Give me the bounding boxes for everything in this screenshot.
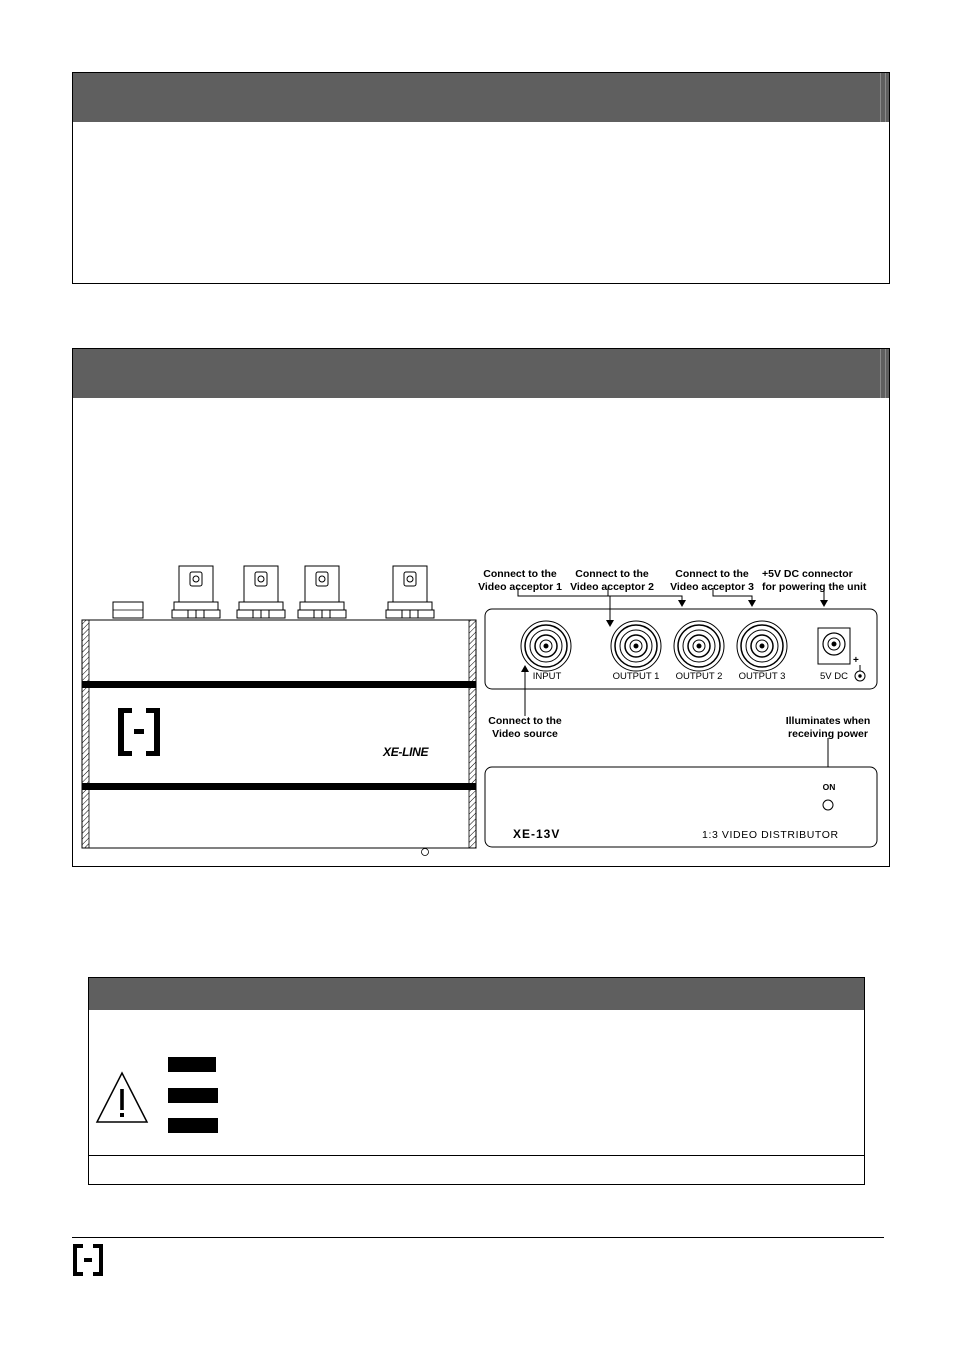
footer-rule	[72, 1237, 884, 1238]
kramer-logo-icon	[72, 1243, 104, 1277]
callout-video-acceptor-1: Connect to the Video acceptor 1	[478, 568, 562, 593]
warning-header-bar	[89, 978, 864, 1010]
callout-power-led: Illuminates when receiving power	[785, 715, 871, 740]
rear-panel-diagram	[484, 560, 884, 860]
kramer-logo-icon	[116, 706, 162, 758]
led-on-label: ON	[822, 782, 836, 792]
port-label-output-2: OUTPUT 2	[675, 671, 723, 682]
callout-video-source: Connect to the Video source	[488, 715, 562, 740]
model-name: XE-13V	[513, 827, 561, 841]
warning-triangle-icon	[94, 1070, 150, 1126]
callout-power-connector: +5V DC connector for powering the unit	[762, 568, 867, 593]
callout-video-acceptor-3: Connect to the Video acceptor 3	[670, 568, 754, 593]
section-header-bar	[73, 349, 889, 398]
port-label-output-3: OUTPUT 3	[738, 671, 786, 682]
port-label-input: INPUT	[532, 671, 562, 682]
product-description: 1:3 VIDEO DISTRIBUTOR	[702, 829, 839, 841]
section-panel-1	[72, 72, 890, 284]
xe-line-brand: XE-LINE	[383, 745, 429, 759]
port-label-output-1: OUTPUT 1	[612, 671, 660, 682]
redacted-label-2	[168, 1088, 218, 1103]
redacted-label-3	[168, 1118, 218, 1133]
redacted-label-1	[168, 1057, 216, 1072]
warning-footer-divider	[89, 1155, 864, 1156]
callout-video-acceptor-2: Connect to the Video acceptor 2	[570, 568, 654, 593]
warning-panel	[88, 977, 865, 1185]
port-label-5v-dc: 5V DC	[820, 671, 848, 682]
section-header-bar	[73, 73, 889, 122]
polarity-plus-label: +	[853, 655, 859, 666]
